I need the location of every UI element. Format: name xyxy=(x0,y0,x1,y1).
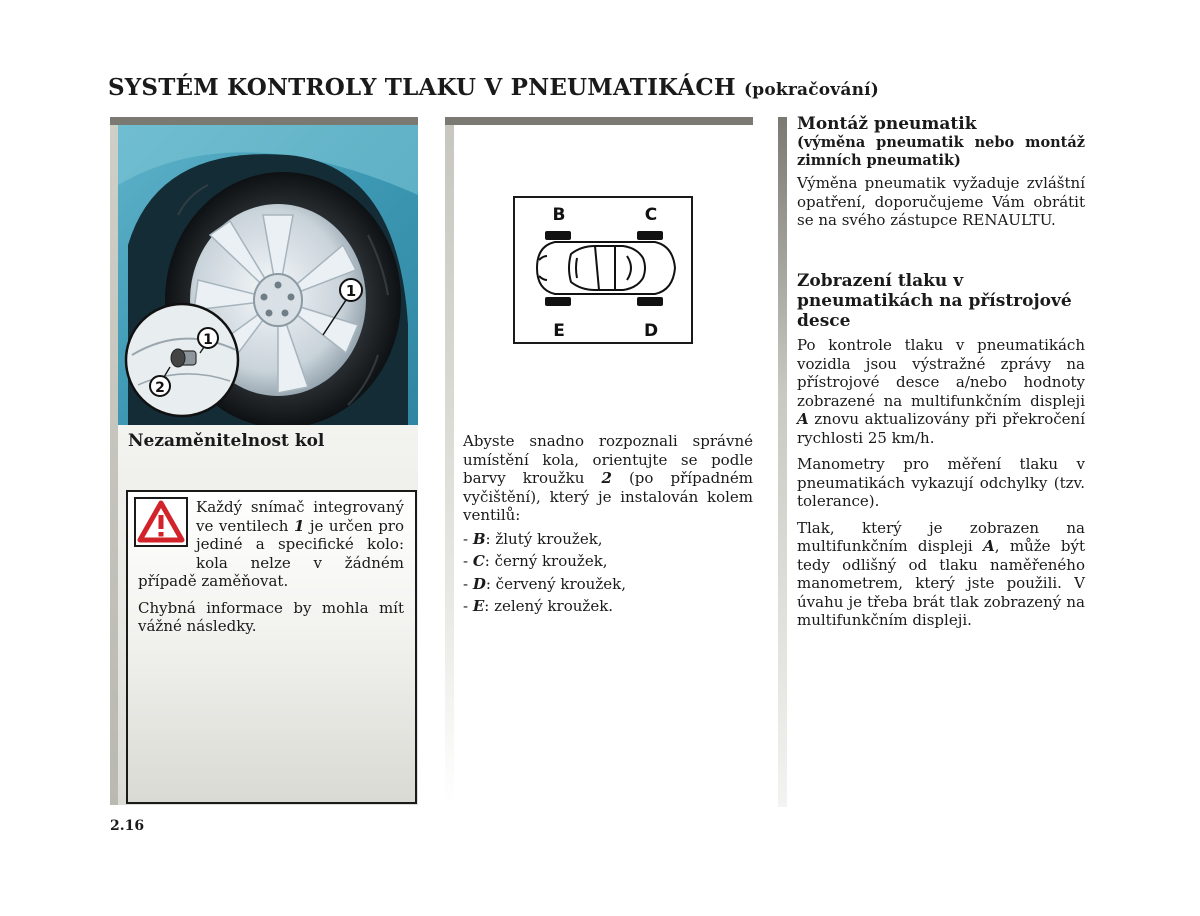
car-wheel-position-diagram xyxy=(513,196,693,344)
pressure-display-paragraph-2: Manometry pro měření tlaku v pneumatikách vykazují odchylky (tzv. tolerance). xyxy=(797,455,1085,510)
callout-label: 1 xyxy=(203,332,213,348)
diagram-label-d: D xyxy=(643,321,659,341)
warning-paragraph-1: Každý snímač integrovaný ve ventilech 1 je určen pro jediné a specifické kolo: kola nelze v žádném případě zaměňovat. xyxy=(138,498,404,590)
pressure-display-section xyxy=(797,271,1085,630)
diagram-label-e: E xyxy=(553,321,565,341)
tyre-d xyxy=(637,297,663,306)
warning-box xyxy=(126,490,417,804)
column1-top-bar xyxy=(110,117,418,125)
list-item: - E: zelený kroužek. xyxy=(463,597,614,615)
title-suffix: (pokračování) xyxy=(743,80,880,100)
tyre-mounting-section xyxy=(797,114,1085,230)
page-number: 2.16 xyxy=(110,818,145,834)
list-item: - B: žlutý kroužek, xyxy=(463,529,603,548)
ring-color-intro: Abyste snadno rozpoznali správné umístění kola, orientujte se podle barvy kroužku 2 (po případném vyčištění), který je instalován kolem ventilů: xyxy=(463,432,753,524)
car-top-view xyxy=(537,242,675,294)
diagram-label-c: C xyxy=(644,205,658,225)
callout-label: 1 xyxy=(345,282,357,300)
wheel-illustration xyxy=(118,125,418,425)
warning-paragraph-2: Chybná informace by mohla mít vážné následky. xyxy=(138,598,404,635)
section-heading-pressure-display: Zobrazení tlaku v pneumatikách na přístrojové desce xyxy=(797,271,1072,331)
tyre-e xyxy=(545,297,571,306)
list-item: - D: červený kroužek, xyxy=(463,574,626,593)
pressure-display-paragraph-3: Tlak, který je zobrazen na multifunkčním displeji A, může být tedy odlišný od tlaku naměřeného manometrem, který jste použili. V úvahu je třeba brát tlak zobrazený na multifunkčním displeji. xyxy=(797,518,1085,629)
section-heading-tyre-mounting: Montáž pneumatik xyxy=(797,114,977,134)
section-heading-wheel-identity: Nezaměnitelnost kol xyxy=(128,431,325,451)
column2-top-bar xyxy=(445,117,753,125)
tyre-b xyxy=(545,231,571,240)
wheel-valve-photo xyxy=(118,125,418,425)
callout-label: 2 xyxy=(155,380,165,396)
section-subheading-tyre-mounting: (výměna pneumatik nebo montáž zimních pneumatik) xyxy=(797,134,1085,169)
warning-text xyxy=(138,498,404,636)
title-main: SYSTÉM KONTROLY TLAKU V PNEUMATIKÁCH xyxy=(108,74,736,101)
diagram-label-b: B xyxy=(552,205,566,225)
tyre-c xyxy=(637,231,663,240)
page-title xyxy=(108,74,879,101)
ring-color-list xyxy=(463,530,753,616)
tyre-mounting-text: Výměna pneumatik vyžaduje zvláštní opatření, doporučujeme Vám obrátit se na svého zástupce RENAULTU. xyxy=(797,174,1085,229)
column3-side-stripe xyxy=(778,117,787,807)
column1-side-stripe xyxy=(110,125,118,805)
ring-color-instructions xyxy=(463,432,753,616)
list-item: - C: černý kroužek, xyxy=(463,552,608,570)
column2-side-stripe xyxy=(445,125,454,805)
pressure-display-paragraph-1: Po kontrole tlaku v pneumatikách vozidla jsou výstražné zprávy na přístrojové desce a/nebo hodnoty zobrazené na multifunkčním displeji A znovu aktualizovány při překročení rychlosti 25 km/h. xyxy=(797,336,1085,447)
